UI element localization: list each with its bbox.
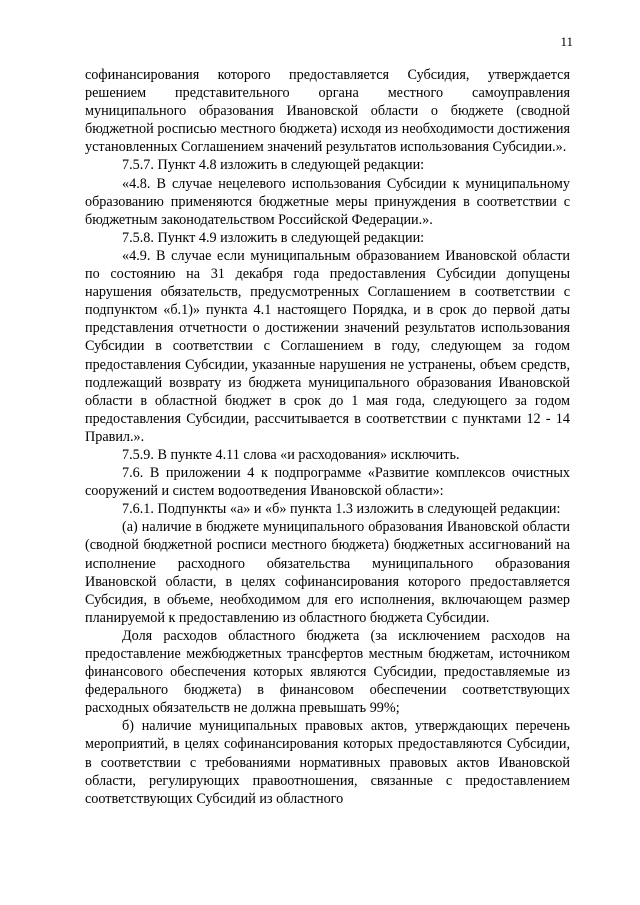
document-body bbox=[85, 66, 570, 808]
paragraph: (а) наличие в бюджете муниципального образования Ивановской области (сводной бюджетной росписи местного бюджета) бюджетных ассигнований на исполнение расходного обязательства муниципального образования Ивановской области, в целях софинансирования которого предоставляется Субсидия, в объеме, необходимом для его исполнения, включающем размер планируемой к предоставлению из областного бюджета Субсидии. bbox=[85, 519, 570, 626]
page-number: 11 bbox=[560, 34, 573, 49]
paragraph: «4.9. В случае если муниципальным образованием Ивановской области по состоянию на 31 декабря года предоставления Субсидии допущены нарушения обязательств, предусмотренных Соглашением в соответствии с подпунктом «б.1)» пункта 4.1 настоящего Порядка, и в срок до первой даты представления отчетности о достижении значений результатов использования Субсидии в соответствии с Соглашением в году, следующем за годом предоставления Субсидии, указанные нарушения не устранены, объем средств, подлежащий возврату из бюджета муниципального образования Ивановской области в областной бюджет в срок до 1 мая года, следующего за годом предоставления Субсидии, рассчитывается в соответствии с пунктами 12 - 14 Правил.». bbox=[85, 247, 570, 445]
paragraph: софинансирования которого предоставляется Субсидия, утверждается решением представительного органа местного самоуправления муниципального образования Ивановской области о бюджете (сводной бюджетной росписью местного бюджета) исходя из необходимости достижения установленных Соглашением значений результатов использования Субсидии.». bbox=[85, 67, 570, 156]
paragraph: 7.5.8. Пункт 4.9 изложить в следующей редакции: bbox=[122, 229, 425, 246]
paragraph: 7.5.7. Пункт 4.8 изложить в следующей редакции: bbox=[122, 157, 425, 174]
paragraph: 7.6.1. Подпункты «а» и «б» пункта 1.3 изложить в следующей редакции: bbox=[122, 501, 561, 518]
paragraph: 7.5.9. В пункте 4.11 слова «и расходования» исключить. bbox=[122, 446, 460, 463]
paragraph: «4.8. В случае нецелевого использования Субсидии к муниципальному образованию применяются бюджетные меры принуждения в соответствии с бюджетным законодательством Российской Федерации.». bbox=[85, 175, 570, 228]
paragraph: б) наличие муниципальных правовых актов, утверждающих перечень мероприятий, в целях софинансирования которых предоставляются Субсидии, в соответствии с требованиями нормативных правовых актов Ивановской области, регулирующих правоотношения, связанные с предоставлением соответствующих Субсидий из областного bbox=[85, 718, 570, 807]
paragraph: Доля расходов областного бюджета (за исключением расходов на предоставление межбюджетных трансфертов местным бюджетам, источником финансового обеспечения которых являются Субсидии, предоставляемые из федерального бюджета) в финансовом обеспечении соответствующих расходных обязательств не должна превышать 99%; bbox=[85, 627, 570, 717]
paragraph: 7.6. В приложении 4 к подпрограмме «Развитие комплексов очистных сооружений и систем водоотведения Ивановской области»: bbox=[85, 465, 570, 500]
